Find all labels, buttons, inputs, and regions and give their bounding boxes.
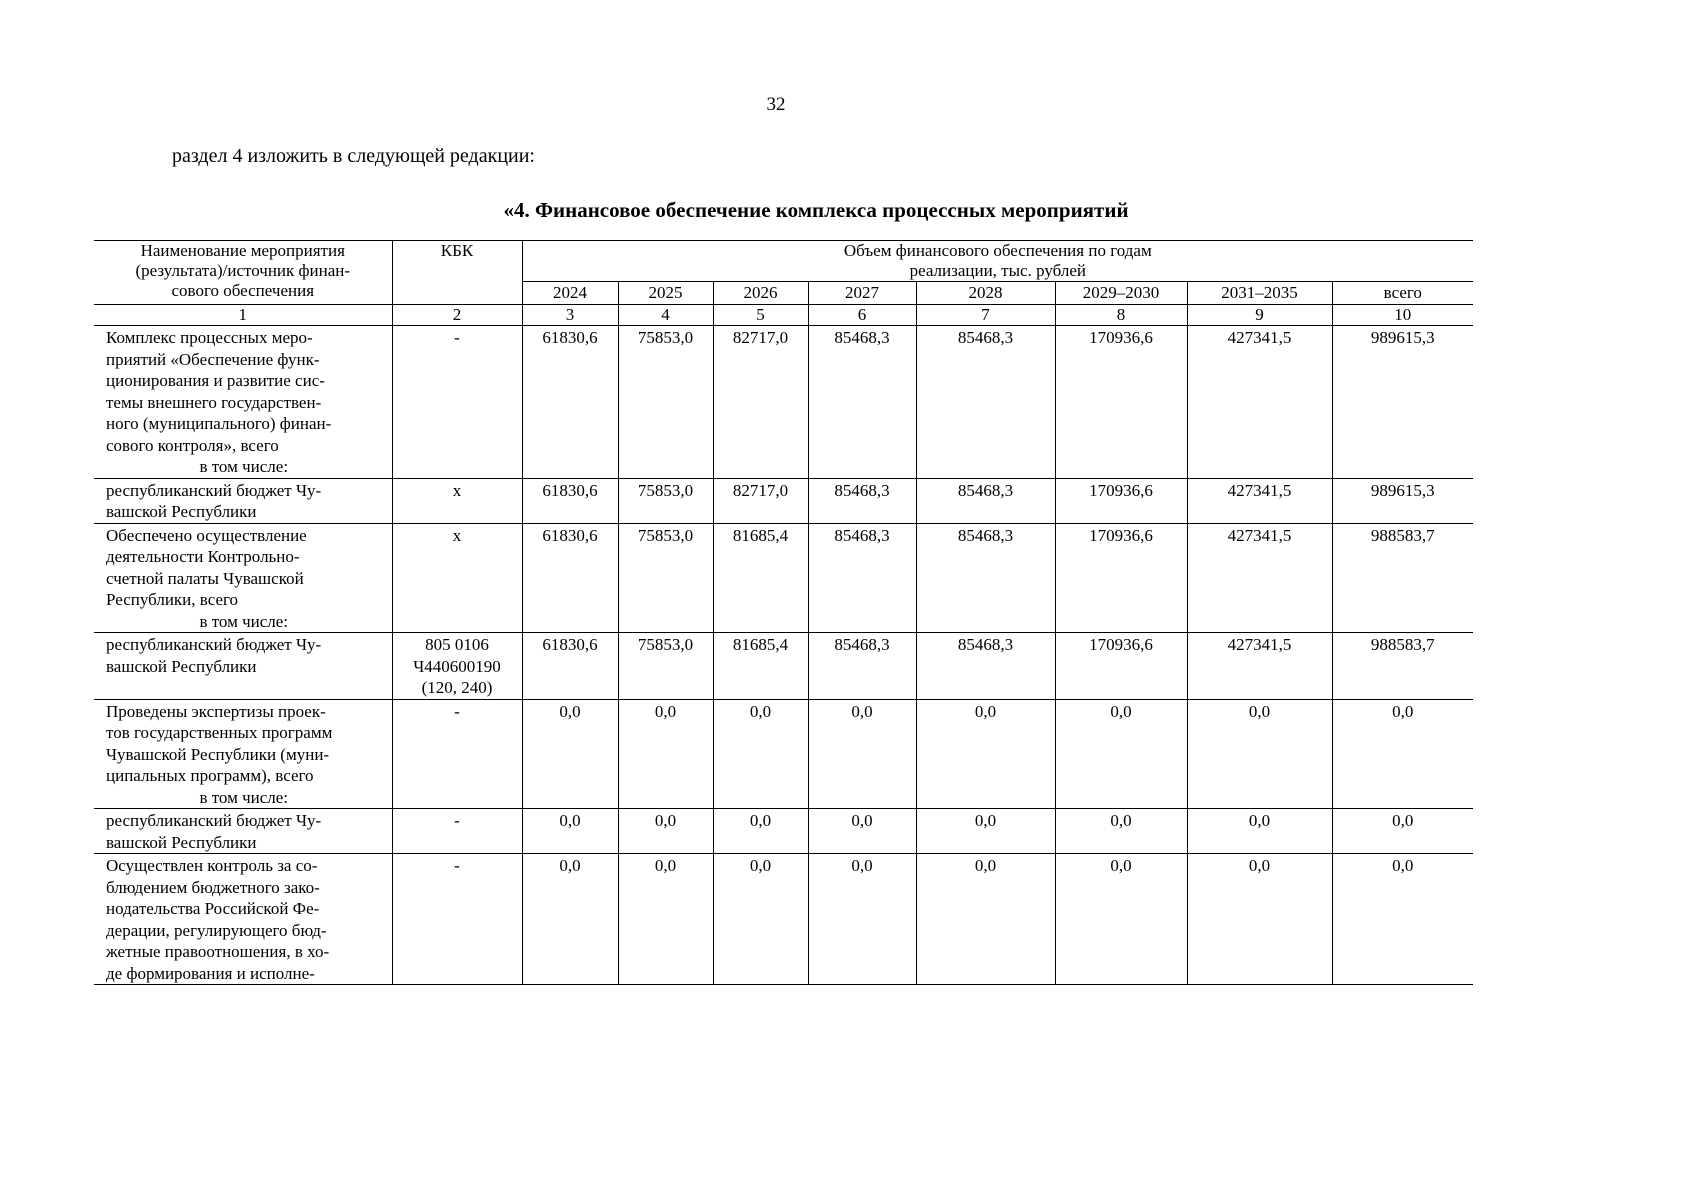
value-cell: 0,0 <box>522 699 618 809</box>
financing-table <box>94 240 1473 985</box>
value-cell: 0,0 <box>618 809 713 854</box>
row-kbk-cell: - <box>392 699 522 809</box>
table-row <box>94 699 1473 809</box>
row-name-line: республиканский бюджет Чу- <box>106 480 322 500</box>
row-name-line: Чувашской Республики (муни- <box>106 744 330 764</box>
column-number: 9 <box>1187 305 1332 326</box>
value-cell-total: 0,0 <box>1332 699 1473 809</box>
row-in-total-note: в том числе: <box>199 787 289 807</box>
value-cell: 75853,0 <box>618 633 713 700</box>
value-cell: 61830,6 <box>522 478 618 523</box>
value-cell: 75853,0 <box>618 326 713 479</box>
row-name-cell <box>94 523 392 633</box>
table-row <box>94 854 1473 985</box>
row-kbk-cell: х <box>392 523 522 633</box>
table-row <box>94 523 1473 633</box>
row-name-line: Комплекс процессных меро- <box>106 328 313 347</box>
row-name-line: Республики, всего <box>106 590 239 609</box>
value-cell: 82717,0 <box>713 326 808 479</box>
column-number: 7 <box>916 305 1055 326</box>
value-cell: 85468,3 <box>916 633 1055 700</box>
page-number: 32 <box>766 94 786 115</box>
row-name-cell <box>94 854 392 985</box>
value-cell: 75853,0 <box>618 523 713 633</box>
header-year: 2028 <box>916 282 1055 305</box>
kbk-line: Ч440600190 <box>413 656 501 676</box>
section-title: «4. Финансовое обеспечение комплекса процессных мероприятий <box>503 198 1129 222</box>
row-name-cell <box>94 478 392 523</box>
value-cell: 81685,4 <box>713 633 808 700</box>
column-number: 1 <box>94 305 392 326</box>
row-name-line: дерации, регулирующего бюд- <box>106 920 327 940</box>
row-name-line: Проведены экспертизы проек- <box>106 701 326 721</box>
row-name-cell <box>94 326 392 479</box>
value-cell-total: 989615,3 <box>1332 478 1473 523</box>
row-name-line: ного (муниципального) финан- <box>106 414 332 433</box>
row-name-line: жетные правоотношения, в хо- <box>106 942 330 961</box>
row-name-line: Обеспечено осуществление <box>106 525 307 545</box>
header-name-line: сового обеспечения <box>171 281 315 300</box>
header-year: 2029–2030 <box>1055 282 1187 305</box>
value-cell-total: 988583,7 <box>1332 523 1473 633</box>
header-group-line: реализации, тыс. рублей <box>909 261 1086 280</box>
value-cell: 427341,5 <box>1187 478 1332 523</box>
row-name-line: республиканский бюджет Чу- <box>106 811 322 830</box>
value-cell: 85468,3 <box>808 326 916 479</box>
value-cell: 0,0 <box>1055 809 1187 854</box>
header-name-line: Наименование мероприятия <box>140 241 345 260</box>
row-name-line: ципальных программ), всего <box>106 766 314 785</box>
value-cell: 0,0 <box>1187 699 1332 809</box>
value-cell: 61830,6 <box>522 523 618 633</box>
value-cell: 0,0 <box>808 809 916 854</box>
value-cell: 427341,5 <box>1187 633 1332 700</box>
row-name-line: блюдением бюджетного зако- <box>106 877 320 897</box>
header-name <box>94 241 392 305</box>
value-cell: 0,0 <box>1055 854 1187 985</box>
row-in-total-note: в том числе: <box>199 457 289 476</box>
table-row <box>94 633 1473 700</box>
value-cell: 170936,6 <box>1055 633 1187 700</box>
row-kbk-cell: х <box>392 478 522 523</box>
header-name-line: (результата)/источник финан- <box>135 261 351 280</box>
header-row-1 <box>94 241 1473 282</box>
value-cell: 0,0 <box>808 699 916 809</box>
header-year-total: всего <box>1332 282 1473 305</box>
row-name-line: деятельности Контрольно- <box>106 547 300 566</box>
value-cell: 170936,6 <box>1055 478 1187 523</box>
value-cell: 170936,6 <box>1055 523 1187 633</box>
column-number: 6 <box>808 305 916 326</box>
header-year: 2027 <box>808 282 916 305</box>
value-cell: 0,0 <box>916 699 1055 809</box>
row-name-line: ционирования и развитие сис- <box>106 371 325 390</box>
header-year: 2024 <box>522 282 618 305</box>
row-name-line: сового контроля», всего <box>106 435 279 455</box>
value-cell: 85468,3 <box>916 326 1055 479</box>
value-cell: 81685,4 <box>713 523 808 633</box>
value-cell: 427341,5 <box>1187 523 1332 633</box>
column-number: 2 <box>392 305 522 326</box>
row-kbk-cell: - <box>392 809 522 854</box>
row-name-line: счетной палаты Чувашской <box>106 568 304 588</box>
header-group-line: Объем финансового обеспечения по годам <box>843 241 1152 260</box>
row-name-cell <box>94 699 392 809</box>
value-cell-total: 0,0 <box>1332 854 1473 985</box>
row-name-line: нодательства Российской Фе- <box>106 899 320 918</box>
header-year: 2025 <box>618 282 713 305</box>
row-name-line: темы внешнего государствен- <box>106 392 322 412</box>
value-cell: 85468,3 <box>916 478 1055 523</box>
row-kbk-cell: - <box>392 326 522 479</box>
value-cell: 85468,3 <box>916 523 1055 633</box>
intro-text: раздел 4 изложить в следующей редакции: <box>172 145 535 167</box>
value-cell: 0,0 <box>1187 854 1332 985</box>
value-cell: 85468,3 <box>808 478 916 523</box>
value-cell: 0,0 <box>522 854 618 985</box>
row-name-line: тов государственных программ <box>106 723 333 742</box>
table-row <box>94 478 1473 523</box>
kbk-line: 805 0106 <box>425 635 489 654</box>
value-cell: 427341,5 <box>1187 326 1332 479</box>
row-name-line: республиканский бюджет Чу- <box>106 635 322 654</box>
value-cell-total: 988583,7 <box>1332 633 1473 700</box>
row-name-line: вашской Республики <box>106 502 257 521</box>
value-cell: 61830,6 <box>522 326 618 479</box>
value-cell: 0,0 <box>522 809 618 854</box>
column-number: 4 <box>618 305 713 326</box>
value-cell: 85468,3 <box>808 523 916 633</box>
value-cell: 0,0 <box>713 809 808 854</box>
column-number: 3 <box>522 305 618 326</box>
table-row <box>94 326 1473 479</box>
row-name-line: приятий «Обеспечение функ- <box>106 349 320 369</box>
column-number: 8 <box>1055 305 1187 326</box>
header-year: 2031–2035 <box>1187 282 1332 305</box>
header-year: 2026 <box>713 282 808 305</box>
column-number: 5 <box>713 305 808 326</box>
row-name-cell <box>94 809 392 854</box>
row-name-line: вашской Республики <box>106 656 257 676</box>
row-name-line: Осуществлен контроль за со- <box>106 856 318 875</box>
kbk-line: (120, 240) <box>421 678 493 697</box>
row-name-line: де формирования и исполне- <box>106 963 315 983</box>
value-cell: 170936,6 <box>1055 326 1187 479</box>
value-cell: 61830,6 <box>522 633 618 700</box>
value-cell: 75853,0 <box>618 478 713 523</box>
value-cell-total: 989615,3 <box>1332 326 1473 479</box>
value-cell: 0,0 <box>618 699 713 809</box>
value-cell: 0,0 <box>713 699 808 809</box>
value-cell: 82717,0 <box>713 478 808 523</box>
header-kbk: КБК <box>392 241 522 305</box>
header-financing-group <box>522 241 1473 282</box>
row-in-total-note: в том числе: <box>199 611 289 631</box>
column-number: 10 <box>1332 305 1473 326</box>
row-kbk-cell: - <box>392 854 522 985</box>
value-cell: 0,0 <box>808 854 916 985</box>
value-cell: 0,0 <box>1187 809 1332 854</box>
row-kbk-cell <box>392 633 522 700</box>
value-cell: 0,0 <box>713 854 808 985</box>
value-cell: 0,0 <box>1055 699 1187 809</box>
value-cell: 0,0 <box>916 809 1055 854</box>
row-name-cell <box>94 633 392 700</box>
value-cell: 0,0 <box>916 854 1055 985</box>
table-row <box>94 809 1473 854</box>
value-cell: 85468,3 <box>808 633 916 700</box>
row-name-line: вашской Республики <box>106 832 257 852</box>
value-cell: 0,0 <box>618 854 713 985</box>
column-number-row <box>94 305 1473 326</box>
value-cell-total: 0,0 <box>1332 809 1473 854</box>
